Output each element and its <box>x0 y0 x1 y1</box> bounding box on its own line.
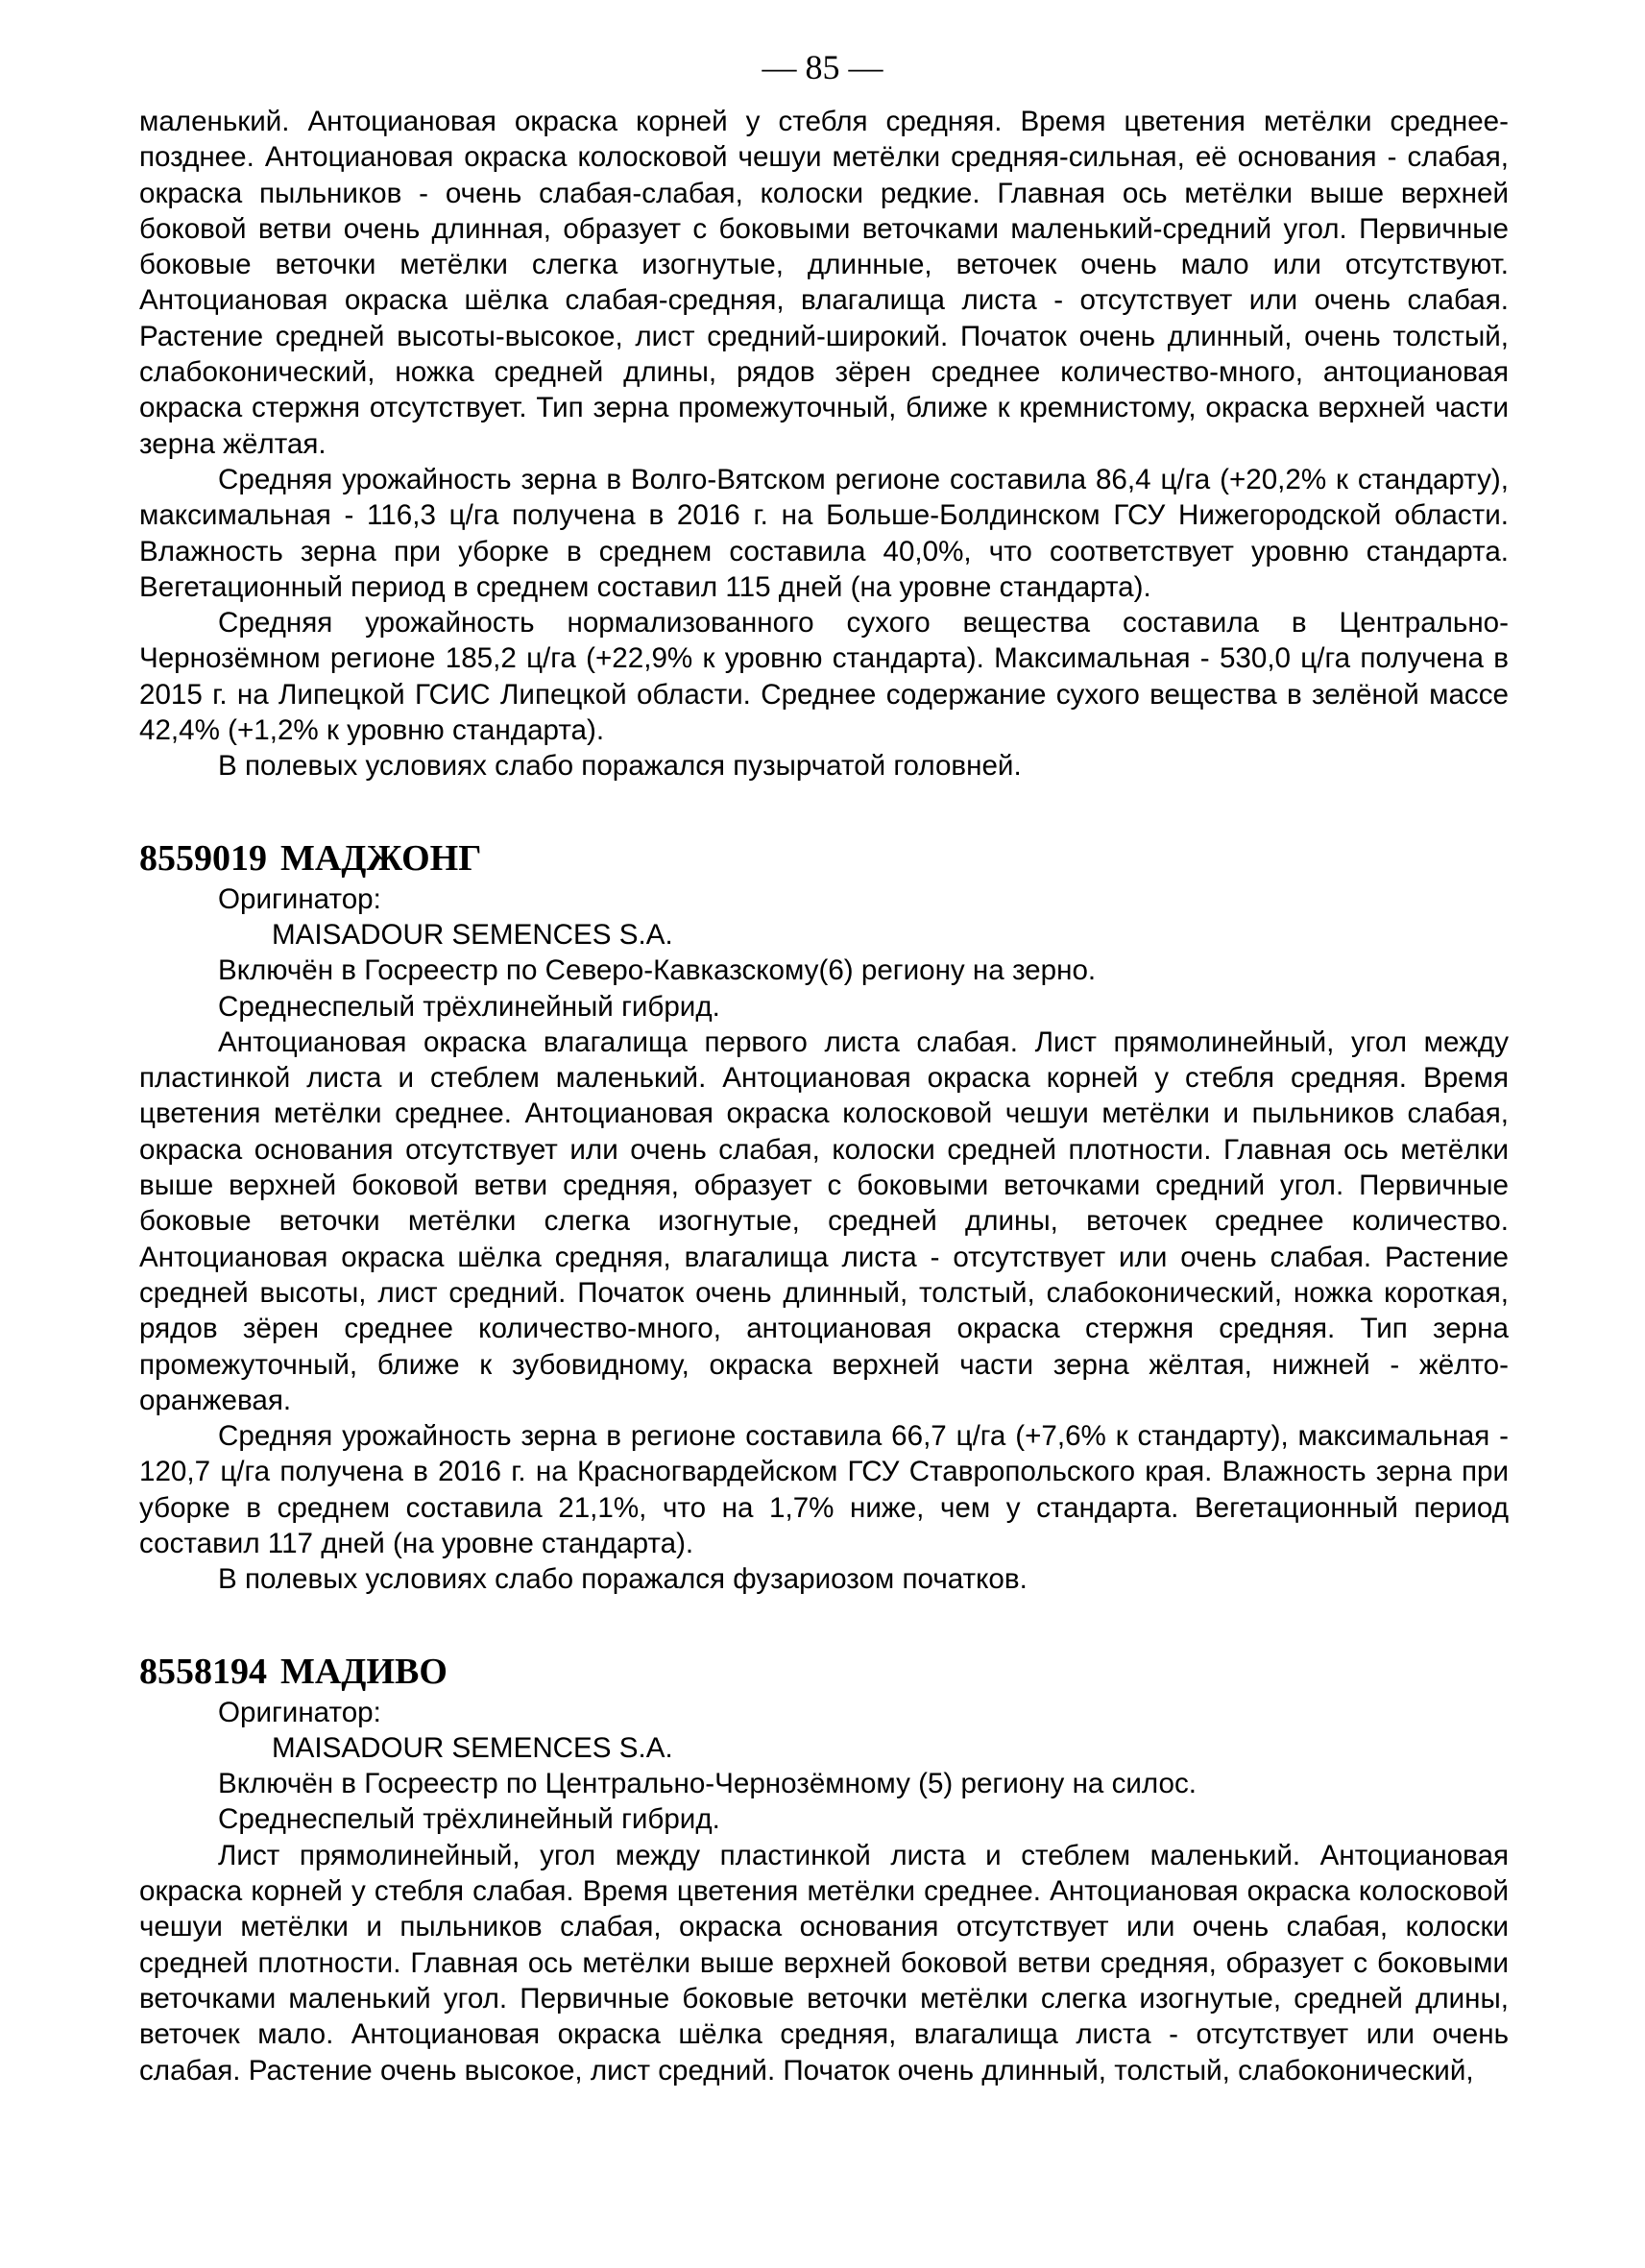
entry-code: 8558194 <box>139 1651 267 1692</box>
entry-code: 8559019 <box>139 837 267 879</box>
entry-title: МАДИВО <box>280 1651 448 1692</box>
hybrid-type: Среднеспелый трёхлинейный гибрид. <box>218 990 720 1023</box>
description-paragraph: Лист прямолинейный, угол между пластинкой листа и стеблем маленький. Антоциановая окраска корней у стебля слабая. Время цветения метёлки среднее. Антоциановая окраска колосковой чешуи метёлки и пыльников слабая, окраска основания отсутствует или очень слабая, колоски средней плотности. Главная ось метёлки выше верхней боковой ветви средняя, образует с боковыми веточками маленький угол. Первичные боковые веточки метёлки слегка изогнутые, средней длины, веточек мало. Антоциановая окраска шёлка средняя, влагалища листа - отсутствует или очень слабая. Растение очень высокое, лист средний. Початок очень длинный, толстый, слабоконический, <box>139 1839 1509 2087</box>
originator-label: Оригинатор: <box>218 882 381 915</box>
originator-label: Оригинатор: <box>218 1696 381 1728</box>
registry-info: Включён в Госреестр по Центрально-Чернозёмному (5) региону на силос. <box>218 1768 1197 1800</box>
disease-paragraph: В полевых условиях слабо поражался фузариозом початков. <box>218 1563 1028 1596</box>
entry-title: МАДЖОНГ <box>280 837 482 879</box>
intro-paragraph-dry-matter: Средняя урожайность нормализованного сухого вещества составила в Центрально-Чернозёмном регионе 185,2 ц/га (+22,9% к уровню стандарта). Максимальная - 530,0 ц/га получена в 2015 г. на Липецкой ГСИС Липецкой области. Среднее содержание сухого вещества в зелёной массе 42,4% (+1,2% к уровню стандарта). <box>139 607 1509 747</box>
entry-heading-madivo <box>139 1652 1509 1692</box>
yield-paragraph: Средняя урожайность зерна в регионе составила 66,7 ц/га (+7,6% к стандарту), максимальная - 120,7 ц/га получена в 2016 г. на Красногвардейском ГСУ Ставропольского края. Влажность зерна при уборке в среднем составила 21,1%, что на 1,7% ниже, чем у стандарта. Вегетационный период составил 117 дней (на уровне стандарта). <box>139 1420 1509 1559</box>
intro-paragraph-yield: Средняя урожайность зерна в Волго-Вятском регионе составила 86,4 ц/га (+20,2% к стандарту), максимальная - 116,3 ц/га получена в 2016 г. на Больше-Болдинском ГСУ Нижегородской области. Влажность зерна при уборке в среднем составила 40,0%, что соответствует уровню стандарта. Вегетационный период в среднем составил 115 дней (на уровне стандарта). <box>139 463 1509 603</box>
intro-paragraph-1: маленький. Антоциановая окраска корней у стебля средняя. Время цветения метёлки среднее-позднее. Антоциановая окраска колосковой чешуи метёлки средняя-сильная, её основания - слабая, окраска пыльников - очень слабая-слабая, колоски редкие. Главная ось метёлки выше верхней боковой ветви очень длинная, образует с боковыми веточками маленький-средний угол. Первичные боковые веточки метёлки слегка изогнутые, длинные, веточек очень мало или отсутствуют. Антоциановая окраска шёлка слабая-средняя, влагалища листа - отсутствует или очень слабая. Растение средней высоты-высокое, лист средний-широкий. Початок очень длинный, очень толстый, слабоконический, ножка средней длины, рядов зёрен среднее количество-много, антоциановая окраска стержня отсутствует. Тип зерна промежуточный, ближе к кремнистому, окраска верхней части зерна жёлтая. <box>139 106 1509 460</box>
page-number: — 85 — <box>762 48 883 86</box>
registry-info: Включён в Госреестр по Северо-Кавказскому(6) региону на зерно. <box>218 954 1097 987</box>
description-paragraph: Антоциановая окраска влагалища первого листа слабая. Лист прямолинейный, угол между пластинкой листа и стеблем маленький. Антоциановая окраска корней у стебля средняя. Время цветения метёлки среднее. Антоциановая окраска колосковой чешуи метёлки и пыльников слабая, окраска основания отсутствует или очень слабая, колоски средней плотности. Главная ось метёлки выше верхней боковой ветви средняя, образует с боковыми веточками средний угол. Первичные боковые веточки метёлки слегка изогнутые, средней длины, веточек среднее количество. Антоциановая окраска шёлка средняя, влагалища листа - отсутствует или очень слабая. Растение средней высоты, лист средний. Початок очень длинный, толстый, слабоконический, ножка короткая, рядов зёрен среднее количество-много, антоциановая окраска стержня средняя. Тип зерна промежуточный, ближе к зубовидному, окраска верхней части зерна жёлтая, нижней - жёлто-оранжевая. <box>139 1025 1509 1416</box>
page-content <box>139 104 1509 2088</box>
hybrid-type: Среднеспелый трёхлинейный гибрид. <box>218 1803 720 1836</box>
originator-name: MAISADOUR SEMENCES S.A. <box>272 918 673 951</box>
originator-name: MAISADOUR SEMENCES S.A. <box>272 1731 673 1764</box>
intro-paragraph-disease: В полевых условиях слабо поражался пузырчатой головней. <box>218 750 1022 783</box>
entry-heading-madzhong <box>139 838 1509 879</box>
